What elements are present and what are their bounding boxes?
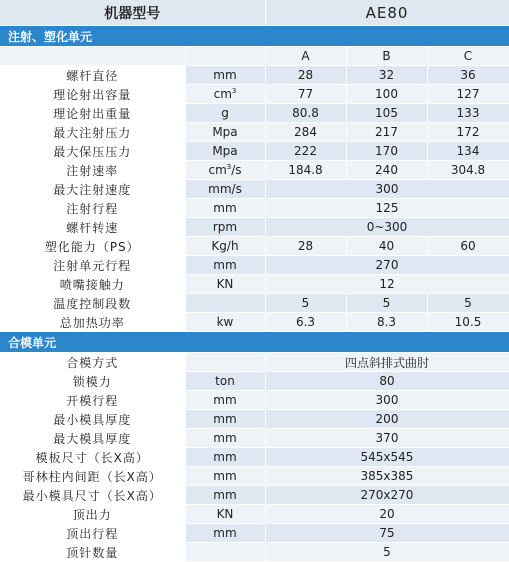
row-value: 40 <box>346 237 427 256</box>
row-value: 125 <box>265 199 509 218</box>
row-value: 80 <box>265 372 509 391</box>
row-value: 0~300 <box>265 218 509 237</box>
column-header-a: A <box>265 47 346 66</box>
row-unit: mm <box>185 467 265 486</box>
table-row <box>0 123 509 142</box>
column-header-b: B <box>346 47 427 66</box>
row-unit: mm <box>185 199 265 218</box>
row-value: 217 <box>346 123 427 142</box>
table-row <box>0 372 509 391</box>
table-row <box>0 391 509 410</box>
row-value: 170 <box>346 142 427 161</box>
table-row <box>0 199 509 218</box>
row-value: 270 <box>265 256 509 275</box>
table-row <box>0 543 509 562</box>
row-label: 注射单元行程 <box>0 256 185 275</box>
table-row <box>0 218 509 237</box>
table-row <box>0 486 509 505</box>
row-label: 螺杆直径 <box>0 66 185 85</box>
row-label: 顶针数量 <box>0 543 185 562</box>
row-value: 134 <box>427 142 509 161</box>
row-unit: mm <box>185 429 265 448</box>
row-unit: Mpa <box>185 142 265 161</box>
table-row <box>0 85 509 104</box>
table-row <box>0 429 509 448</box>
table-row <box>0 410 509 429</box>
row-value: 370 <box>265 429 509 448</box>
row-unit: KN <box>185 275 265 294</box>
row-value: 75 <box>265 524 509 543</box>
column-header-row <box>0 47 509 66</box>
table-row <box>0 313 509 332</box>
row-value: 222 <box>265 142 346 161</box>
row-unit: Mpa <box>185 123 265 142</box>
table-row <box>0 467 509 486</box>
row-value: 77 <box>265 85 346 104</box>
row-unit <box>185 294 265 313</box>
row-unit: mm <box>185 391 265 410</box>
row-value: 172 <box>427 123 509 142</box>
table-row <box>0 353 509 372</box>
row-value: 105 <box>346 104 427 123</box>
row-value: 28 <box>265 66 346 85</box>
row-unit <box>185 85 265 104</box>
row-value: 240 <box>346 161 427 180</box>
row-unit: mm <box>185 66 265 85</box>
row-value: 200 <box>265 410 509 429</box>
row-unit: mm <box>185 524 265 543</box>
table-row <box>0 524 509 543</box>
row-value: 385x385 <box>265 467 509 486</box>
row-label: 喷嘴接触力 <box>0 275 185 294</box>
model-name: AE80 <box>265 0 509 26</box>
table-row <box>0 180 509 199</box>
row-label: 螺杆转速 <box>0 218 185 237</box>
row-value: 304.8 <box>427 161 509 180</box>
row-value: 5 <box>265 294 346 313</box>
row-label: 哥林柱内间距（长X高） <box>0 467 185 486</box>
row-unit <box>185 161 265 180</box>
unit-superscript: 3 <box>226 163 232 171</box>
row-value: 184.8 <box>265 161 346 180</box>
row-value: 80.8 <box>265 104 346 123</box>
section-title: 合模单元 <box>0 332 509 353</box>
table-row <box>0 142 509 161</box>
row-label: 温度控制段数 <box>0 294 185 313</box>
table-row <box>0 505 509 524</box>
header-row <box>0 0 509 26</box>
row-label: 锁模力 <box>0 372 185 391</box>
row-value: 133 <box>427 104 509 123</box>
section-clamping <box>0 332 509 353</box>
table-row <box>0 104 509 123</box>
row-label: 塑化能力（PS） <box>0 237 185 256</box>
unit-superscript: 3 <box>231 87 237 95</box>
row-label: 顶出行程 <box>0 524 185 543</box>
row-value: 300 <box>265 391 509 410</box>
row-unit: kw <box>185 313 265 332</box>
row-label: 理论射出重量 <box>0 104 185 123</box>
row-value: 四点斜排式曲肘 <box>265 353 509 372</box>
row-value: 6.3 <box>265 313 346 332</box>
row-value: 270x270 <box>265 486 509 505</box>
row-value: 60 <box>427 237 509 256</box>
table-row <box>0 275 509 294</box>
row-label: 最大保压压力 <box>0 142 185 161</box>
row-label: 最小模具尺寸（长X高） <box>0 486 185 505</box>
section-title: 注射、塑化单元 <box>0 26 509 47</box>
row-unit: ton <box>185 372 265 391</box>
row-unit: KN <box>185 505 265 524</box>
row-value: 10.5 <box>427 313 509 332</box>
row-value: 127 <box>427 85 509 104</box>
row-unit: mm <box>185 410 265 429</box>
row-unit: g <box>185 104 265 123</box>
unit-suffix: /s <box>231 163 242 177</box>
row-value: 5 <box>346 294 427 313</box>
row-unit: mm <box>185 256 265 275</box>
row-label: 最大注射压力 <box>0 123 185 142</box>
table-row <box>0 161 509 180</box>
row-value: 5 <box>265 543 509 562</box>
table-row <box>0 66 509 85</box>
row-value: 32 <box>346 66 427 85</box>
column-header-c: C <box>427 47 509 66</box>
row-value: 100 <box>346 85 427 104</box>
row-value: 36 <box>427 66 509 85</box>
row-value: 12 <box>265 275 509 294</box>
row-label: 总加热功率 <box>0 313 185 332</box>
row-label: 模板尺寸（长X高） <box>0 448 185 467</box>
row-value: 300 <box>265 180 509 199</box>
row-unit <box>185 353 265 372</box>
row-label: 合模方式 <box>0 353 185 372</box>
row-value: 8.3 <box>346 313 427 332</box>
row-unit: Kg/h <box>185 237 265 256</box>
row-label: 最小模具厚度 <box>0 410 185 429</box>
row-label: 最大注射速度 <box>0 180 185 199</box>
table-row <box>0 256 509 275</box>
row-value: 545x545 <box>265 448 509 467</box>
table-row <box>0 294 509 313</box>
row-value: 284 <box>265 123 346 142</box>
unit-base: cm <box>213 87 232 101</box>
row-unit: mm <box>185 448 265 467</box>
row-label: 理论射出容量 <box>0 85 185 104</box>
row-value: 5 <box>427 294 509 313</box>
row-label: 最大模具厚度 <box>0 429 185 448</box>
row-unit <box>185 543 265 562</box>
row-value: 20 <box>265 505 509 524</box>
row-label: 顶出力 <box>0 505 185 524</box>
row-label: 开模行程 <box>0 391 185 410</box>
row-unit: mm <box>185 486 265 505</box>
table-row <box>0 448 509 467</box>
unit-base: cm <box>208 163 227 177</box>
row-unit: mm/s <box>185 180 265 199</box>
header-title: 机器型号 <box>0 0 265 26</box>
row-value: 28 <box>265 237 346 256</box>
row-label: 注射速率 <box>0 161 185 180</box>
section-injection <box>0 26 509 47</box>
row-unit: rpm <box>185 218 265 237</box>
table-row <box>0 237 509 256</box>
row-label: 注射行程 <box>0 199 185 218</box>
